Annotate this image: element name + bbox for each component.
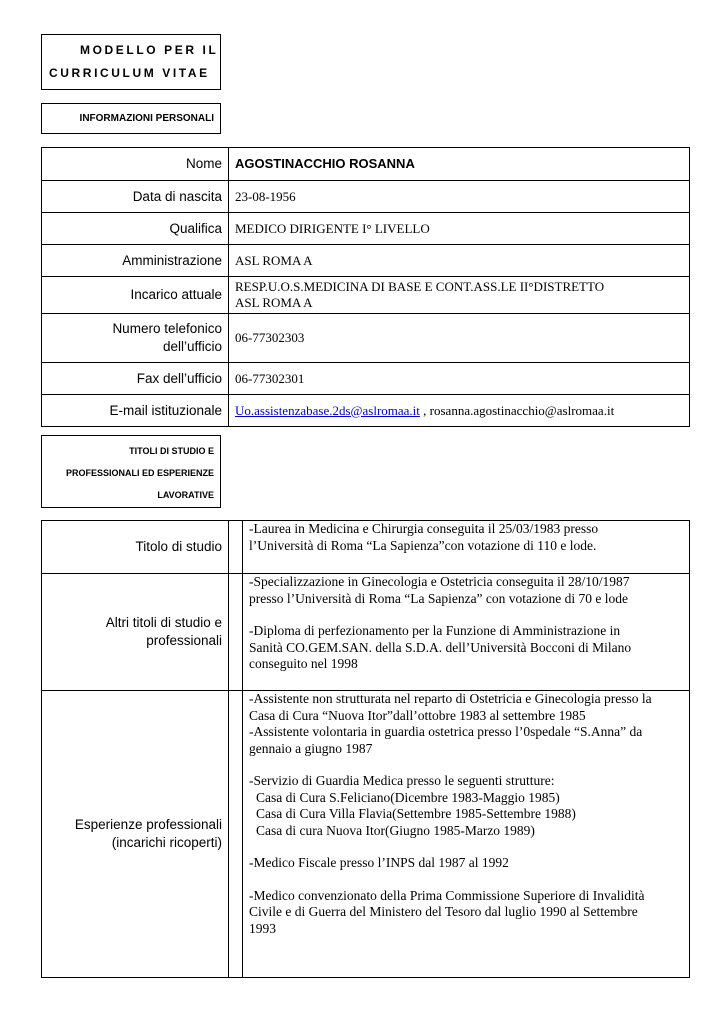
field-label-line: Esperienze professionali (74, 817, 222, 832)
text-line: 1993 (249, 920, 276, 936)
text-line: Casa di Cura S.Feliciano(Dicembre 1983-Maggio 1985) (256, 789, 560, 805)
text-line: -Medico convenzionato della Prima Commissione Superiore di Invalidità (249, 887, 645, 903)
field-label (42, 314, 229, 363)
personal-info-heading: INFORMAZIONI PERSONALI (79, 113, 214, 124)
text-line: presso l’Università di Roma “La Sapienza” con votazione di 70 e lode (249, 590, 629, 606)
field-value (243, 691, 690, 978)
field-label (42, 574, 229, 691)
field-value-line: RESP.U.O.S.MEDICINA DI BASE E CONT.ASS.LE II°DISTRETTO (235, 279, 605, 294)
field-label (42, 691, 229, 978)
field-value (229, 277, 690, 314)
text-line: conseguito nel 1998 (249, 656, 358, 671)
table-row (42, 245, 690, 277)
table-row (42, 277, 690, 314)
personal-info-table (41, 147, 690, 427)
text-line: Sanità CO.GEM.SAN. della S.D.A. dell’Università Bocconi di Milano (249, 639, 632, 655)
cv-title-box (41, 34, 221, 90)
spacer-cell (229, 521, 243, 574)
field-value: 23-08-1956 (229, 181, 690, 213)
table-row (42, 213, 690, 245)
field-value: 06-77302303 (229, 314, 690, 363)
text-line: -Laurea in Medicina e Chirurgia conseguita il 25/03/1983 presso (249, 521, 599, 536)
personal-info-heading-box (41, 103, 221, 134)
field-label: E-mail istituzionale (42, 395, 229, 427)
field-value-name: AGOSTINACCHIO ROSANNA (229, 148, 690, 181)
field-label-line: Numero telefonico (112, 321, 222, 336)
field-value: MEDICO DIRIGENTE I° LIVELLO (229, 213, 690, 245)
titles-heading-line3: LAVORATIVE (157, 490, 214, 500)
titles-heading-line1: TITOLI DI STUDIO E (129, 446, 214, 456)
text-line: Casa di Cura “Nuova Itor”dall’ottobre 1983 al settembre 1985 (249, 707, 586, 723)
table-row (42, 181, 690, 213)
field-label-line: dell’ufficio (162, 339, 222, 354)
text-line: gennaio a giugno 1987 (249, 740, 373, 756)
table-row (42, 574, 690, 691)
field-value: ASL ROMA A (229, 245, 690, 277)
field-label-line: (incarichi ricoperti) (111, 835, 222, 850)
field-label-line: professionali (146, 633, 222, 648)
spacer (249, 607, 689, 623)
spacer-cell (229, 574, 243, 691)
field-value-email (229, 395, 690, 427)
field-label: Amministrazione (42, 245, 229, 277)
email-secondary: , rosanna.agostinacchio@aslromaa.it (419, 402, 615, 418)
email-link[interactable]: Uo.assistenzabase.2ds@aslromaa.it (235, 402, 420, 418)
table-row (42, 363, 690, 395)
text-line: Casa di cura Nuova Itor(Giugno 1985-Marzo 1989) (256, 822, 535, 838)
field-value (243, 521, 690, 574)
table-row (42, 521, 690, 574)
field-label: Data di nascita (42, 181, 229, 213)
text-line: -Medico Fiscale presso l’INPS dal 1987 al 1992 (249, 855, 509, 870)
text-line: -Specializzazione in Ginecologia e Ostetricia conseguita il 28/10/1987 (249, 574, 630, 589)
field-label: Fax dell’ufficio (42, 363, 229, 395)
field-label: Incarico attuale (42, 277, 229, 314)
text-line: -Diploma di perfezionamento per la Funzione di Amministrazione in (249, 623, 621, 638)
text-line: Casa di Cura Villa Flavia(Settembre 1985-Settembre 1988) (256, 806, 576, 821)
spacer (249, 757, 689, 773)
spacer (249, 872, 689, 888)
cv-title-line2: CURRICULUM VITAE (49, 66, 210, 80)
field-value-line: ASL ROMA A (235, 295, 313, 310)
spacer-cell (229, 691, 243, 978)
field-label: Titolo di studio (42, 521, 229, 574)
field-label: Nome (42, 148, 229, 181)
titles-table (41, 520, 690, 978)
table-row (42, 395, 690, 427)
table-row (42, 148, 690, 181)
field-label-line: Altri titoli di studio e (105, 615, 222, 630)
field-value: 06-77302301 (229, 363, 690, 395)
text-line: -Assistente volontaria in guardia ostetrica presso l’0spedale “S.Anna” da (249, 724, 643, 739)
text-line: l’Università di Roma “La Sapienza”con votazione di 110 e lode. (249, 537, 597, 553)
titles-heading-line2: PROFESSIONALI ED ESPERIENZE (65, 468, 214, 478)
table-row (42, 314, 690, 363)
text-line: -Assistente non strutturata nel reparto di Ostetricia e Ginecologia presso la (249, 691, 652, 706)
field-label: Qualifica (42, 213, 229, 245)
spacer (249, 839, 689, 855)
field-value (243, 574, 690, 691)
text-line: -Servizio di Guardia Medica presso le seguenti strutture: (249, 773, 555, 788)
cv-title-line1: MODELLO PER IL (80, 43, 219, 57)
table-row (42, 691, 690, 978)
text-line: Civile e di Guerra del Ministero del Tesoro dal luglio 1990 al Settembre (249, 904, 638, 919)
titles-heading-box (41, 435, 221, 508)
